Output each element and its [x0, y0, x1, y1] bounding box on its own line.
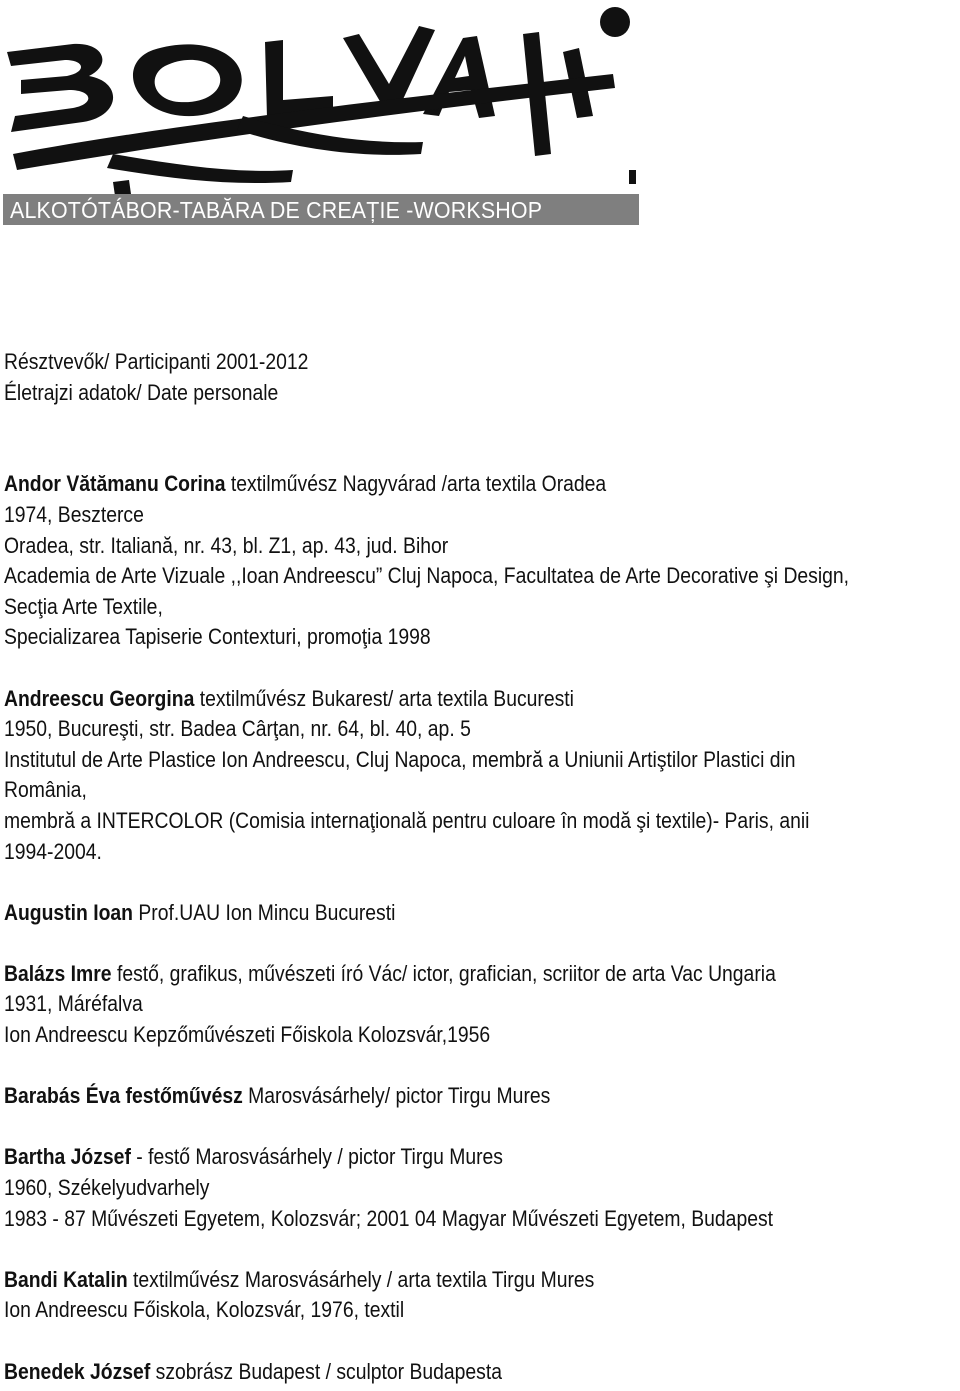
participant-detail: membră a INTERCOLOR (Comisia internaţională pentru culoare în modă şi textile)- Paris, anii — [4, 807, 810, 833]
logo-subtitle: ALKOTÓTÁBOR-TABĂRA DE CREAȚIE -WORKSHOP — [10, 197, 543, 223]
participant-entry — [4, 959, 959, 1051]
participant-name: Augustin Ioan — [4, 899, 133, 925]
participant-role: szobrász Budapest / sculptor Budapesta — [150, 1358, 503, 1384]
participant-entry — [4, 1265, 959, 1326]
participant-role: textilművész Bukarest/ arta textila Bucuresti — [194, 685, 574, 711]
participant-role: textilművész Nagyvárad /arta textila Oradea — [225, 471, 607, 497]
participant-role: Prof.UAU Ion Mincu Bucuresti — [133, 899, 396, 925]
participant-detail: Specializarea Tapiserie Contexturi, promoţia 1998 — [4, 624, 431, 650]
participant-detail: Institutul de Arte Plastice Ion Andreescu, Cluj Napoca, membră a Uniunii Artiştilor Plastici din — [4, 746, 796, 772]
participant-detail: 1960, Székelyudvarhely — [4, 1175, 210, 1201]
participant-name: Andreescu Georgina — [4, 685, 195, 711]
participant-name: Balázs Imre — [4, 960, 112, 986]
participant-entry — [4, 1142, 959, 1234]
participant-detail: 1950, Bucureşti, str. Badea Cârţan, nr. 64, bl. 40, ap. 5 — [4, 716, 471, 742]
participant-document — [4, 347, 959, 1387]
participant-entry — [4, 469, 959, 653]
participant-name: Andor Vătămanu Corina — [4, 471, 226, 497]
participant-role: festő, grafikus, művészeti író Vác/ ictor, grafician, scriitor de arta Vac Ungaria — [111, 960, 776, 986]
document-subtitle: Életrajzi adatok/ Date personale — [4, 379, 279, 405]
participant-name: Benedek József — [4, 1358, 151, 1384]
participant-role: Marosvásárhely/ pictor Tirgu Mures — [242, 1083, 551, 1109]
participant-detail: România, — [4, 777, 87, 803]
document-title: Résztvevők/ Participanti 2001-2012 — [4, 349, 309, 374]
participant-name: Bartha József — [4, 1144, 131, 1170]
participant-role: - festő Marosvásárhely / pictor Tirgu Mures — [130, 1144, 503, 1170]
participant-entry — [4, 684, 959, 868]
participant-detail: Oradea, str. Italiană, nr. 43, bl. Z1, ap. 43, jud. Bihor — [4, 532, 449, 558]
participant-detail: 1994-2004. — [4, 838, 102, 864]
participant-detail: Ion Andreescu Főiskola, Kolozsvár, 1976, textil — [4, 1297, 405, 1323]
participant-detail: 1974, Beszterce — [4, 501, 144, 527]
participant-name: Barabás Éva festőművész — [4, 1083, 243, 1109]
participant-entry — [4, 1081, 959, 1112]
participant-detail: Secţia Arte Textile, — [4, 593, 163, 619]
participant-detail: 1931, Máréfalva — [4, 991, 143, 1017]
participant-name: Bandi Katalin — [4, 1266, 128, 1292]
participant-detail: Academia de Arte Vizuale ,,Ioan Andreescu” Cluj Napoca, Facultatea de Arte Decorative şi Design, — [4, 563, 850, 589]
participant-detail: 1983 - 87 Művészeti Egyetem, Kolozsvár; 2001 04 Magyar Művészeti Egyetem, Budapest — [4, 1205, 774, 1231]
participant-role: textilművész Marosvásárhely / arta textila Tirgu Mures — [127, 1266, 595, 1292]
participant-detail: Ion Andreescu Kepzőművészeti Főiskola Kolozsvár,1956 — [4, 1022, 491, 1048]
participant-entry — [4, 898, 959, 929]
participant-entry — [4, 1357, 959, 1388]
